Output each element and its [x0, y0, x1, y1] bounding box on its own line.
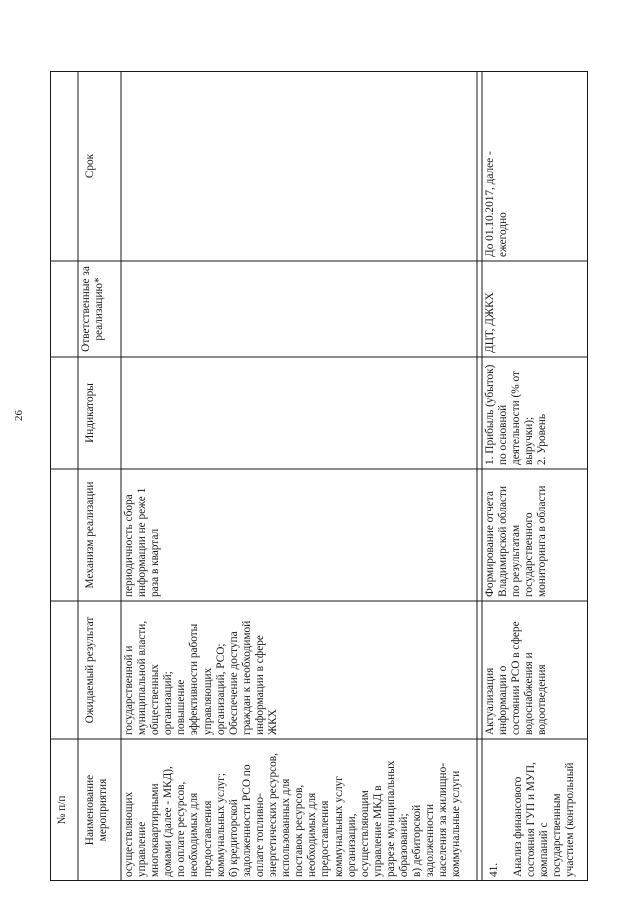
text-line: выручки);	[523, 416, 536, 465]
text-line: водоснабжения и	[523, 652, 536, 735]
text-line: деятельности (% от	[510, 371, 523, 465]
text-line: многоквартирными	[149, 783, 162, 877]
row-41-num-text: 41.	[488, 862, 500, 877]
header-mechanism-text: Механизм реализации	[84, 481, 96, 589]
text-line: организации,	[345, 813, 358, 877]
text-line: Анализ финансового	[512, 776, 524, 877]
header-deadline	[78, 71, 121, 261]
text-line: домами (далее - МКД),	[162, 766, 175, 877]
text-line: управление	[136, 821, 149, 877]
page-number: 26	[13, 410, 25, 421]
text-line: водоотведения	[536, 664, 549, 735]
text-line: образований;	[397, 813, 410, 877]
text-line: общественных	[149, 664, 162, 735]
text-line: Формирование отчета	[484, 491, 496, 597]
text-line: использованных для	[280, 778, 293, 877]
row-41-indicators	[482, 357, 588, 469]
text-line: населения за жилищно-	[437, 763, 450, 877]
text-line: ДЦТ, ДЖКХ	[484, 292, 496, 353]
row-continued-expected	[121, 601, 477, 739]
text-line: по основной	[497, 404, 510, 465]
text-line: управляющих	[201, 667, 214, 735]
text-line: участием (контрольный	[564, 762, 577, 877]
row-41-name	[510, 739, 588, 881]
text-line: государственной и	[123, 645, 135, 735]
text-line: граждан к необходимой	[240, 620, 253, 735]
text-line: коммунальных услуг	[332, 776, 345, 877]
text-line: организаций, РСО;	[214, 643, 227, 735]
row-41-mechanism	[482, 469, 588, 601]
text-line: поставок ресурсов,	[293, 784, 306, 877]
text-line: предоставления	[201, 800, 214, 877]
rotated-table	[50, 71, 588, 881]
text-line: осуществляющих	[123, 791, 135, 877]
text-line: состоянии РСО в сфере	[510, 621, 523, 735]
text-line: энергетических ресурсов,	[267, 753, 280, 877]
text-line: необходимых для	[306, 792, 319, 877]
header-indicators	[78, 357, 121, 469]
text-line: государственного	[523, 512, 536, 597]
text-line: периодичность сбора	[123, 494, 135, 597]
header-num	[50, 739, 78, 881]
text-line: состояния ГУП и МУП,	[525, 762, 538, 877]
text-line: Актуализация	[484, 667, 496, 735]
header-num-text: № п/п	[56, 795, 68, 825]
text-line: компаний с	[538, 822, 551, 877]
text-line: задолженности	[424, 803, 437, 877]
text-line: задолженности РСО по	[240, 764, 253, 877]
text-line: До 01.10.2017, далее -	[484, 151, 496, 257]
header-mechanism	[78, 469, 121, 601]
text-line: разрезе муниципальных	[384, 760, 397, 877]
text-line: коммунальных услуг;	[214, 772, 227, 877]
row-41-num	[482, 739, 510, 881]
text-line: муниципальной власти,	[136, 620, 149, 735]
row-continued-name	[121, 739, 477, 881]
row-41-responsible	[482, 261, 588, 357]
text-line: эффективности работы	[188, 623, 201, 735]
text-line: б) кредиторской	[227, 799, 240, 877]
text-line: 2. Уровень	[536, 413, 549, 465]
header-expected	[78, 601, 121, 739]
header-name	[78, 739, 121, 881]
text-line: ЖКХ	[267, 709, 280, 735]
text-line: оплате топливно-	[253, 793, 266, 877]
header-indicators-text: Индикаторы	[84, 383, 96, 443]
text-line: Обеспечение доступа	[227, 631, 240, 735]
text-line: информации в сфере	[253, 635, 266, 735]
header-responsible	[78, 261, 121, 357]
text-line: повышение	[175, 679, 188, 735]
header-deadline-text: Срок	[84, 153, 96, 179]
text-line: государственным	[551, 793, 564, 877]
header-responsible-text: Ответственные за реализацию*	[80, 266, 106, 352]
text-line: 1. Прибыль (убыток)	[484, 364, 496, 465]
row-continued-mechanism	[121, 469, 477, 601]
text-line: информации о	[497, 665, 510, 735]
text-line: по оплате ресурсов,	[175, 781, 188, 877]
row-41-deadline	[482, 71, 588, 261]
text-line: раза в квартал	[149, 528, 162, 597]
row-41-expected	[482, 601, 588, 739]
text-line: ежегодно	[497, 212, 510, 257]
text-line: необходимых для	[188, 792, 201, 877]
text-line: коммунальные услуги	[450, 770, 463, 877]
text-line: предоставления	[319, 800, 332, 877]
text-line: в) дебиторской	[411, 804, 424, 877]
text-line: мониторинга в области	[536, 485, 549, 597]
header-name-text: Наименование мероприятия	[84, 774, 110, 846]
text-line: Владимирской области	[497, 485, 510, 597]
text-line: по результатам	[510, 524, 523, 597]
text-line: управление МКД в	[371, 785, 384, 877]
text-line: организаций;	[162, 671, 175, 735]
text-line: информации не реже 1	[136, 487, 149, 597]
header-expected-text: Ожидаемый результат	[84, 616, 96, 724]
text-line: осуществляющим	[358, 790, 371, 877]
